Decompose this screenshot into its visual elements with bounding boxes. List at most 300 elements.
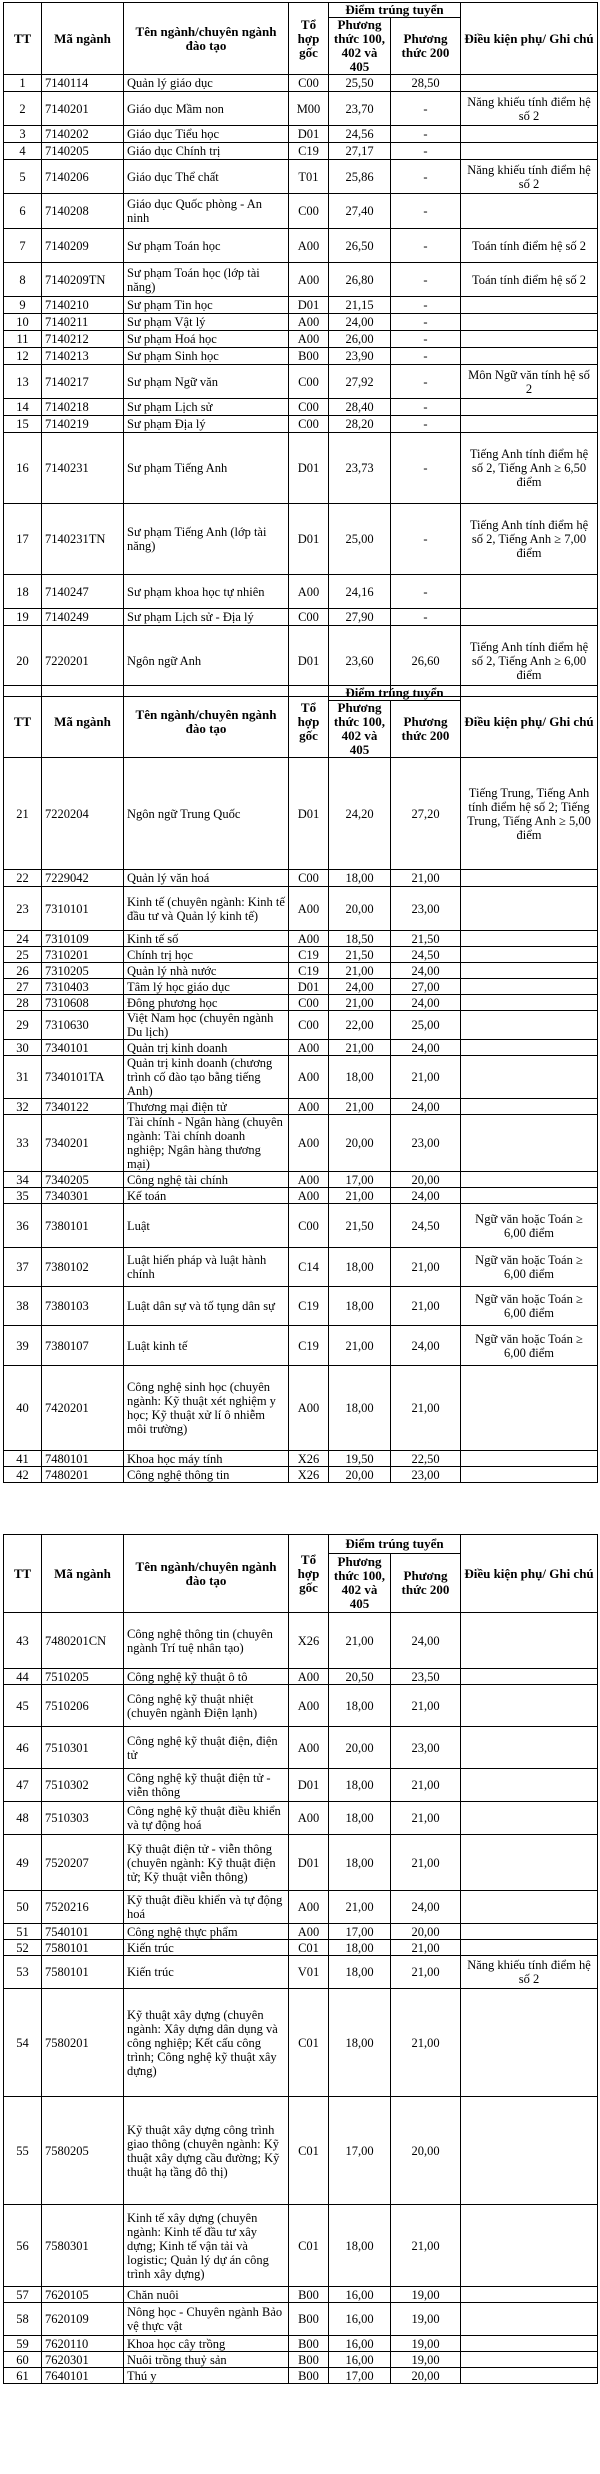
row-number: 40	[4, 1366, 42, 1451]
score-method-200: -	[391, 609, 461, 626]
major-name: Giáo dục Chính trị	[124, 143, 289, 160]
subject-combination: C00	[289, 365, 329, 399]
major-code: 7140201	[42, 92, 124, 126]
subject-combination: B00	[289, 2287, 329, 2303]
major-name: Công nghệ thông tin	[124, 1467, 289, 1483]
subject-combination: A00	[289, 1924, 329, 1940]
table-row	[4, 126, 598, 143]
score-method-100-402-405: 21,00	[329, 1326, 391, 1366]
table-row	[4, 575, 598, 609]
row-number: 60	[4, 2352, 42, 2368]
header-method-200: Phương thức 200	[391, 701, 461, 758]
score-method-100-402-405: 18,00	[329, 2205, 391, 2287]
row-number: 57	[4, 2287, 42, 2303]
score-method-100-402-405: 24,20	[329, 758, 391, 870]
score-method-200: -	[391, 399, 461, 416]
major-code: 7140212	[42, 331, 124, 348]
row-number: 17	[4, 504, 42, 575]
major-name: Sư phạm Ngữ văn	[124, 365, 289, 399]
subject-combination: A00	[289, 1172, 329, 1188]
subject-combination: A00	[289, 1802, 329, 1835]
score-method-100-402-405: 17,00	[329, 1172, 391, 1188]
row-number: 34	[4, 1172, 42, 1188]
score-method-200: 27,20	[391, 758, 461, 870]
table-row	[4, 1115, 598, 1172]
subject-combination: D01	[289, 979, 329, 995]
condition-note	[461, 1891, 598, 1924]
major-name: Công nghệ tài chính	[124, 1172, 289, 1188]
major-name: Luật dân sự và tố tụng dân sự	[124, 1287, 289, 1326]
row-number: 55	[4, 2097, 42, 2205]
row-number: 39	[4, 1326, 42, 1366]
score-method-200: 19,00	[391, 2303, 461, 2336]
major-code: 7310403	[42, 979, 124, 995]
table-row	[4, 931, 598, 947]
condition-note	[461, 931, 598, 947]
score-method-200: 23,00	[391, 1727, 461, 1769]
subject-combination: C00	[289, 870, 329, 887]
table-row	[4, 1056, 598, 1099]
major-name: Công nghệ thực phẩm	[124, 1924, 289, 1940]
table-row	[4, 1940, 598, 1956]
condition-note	[461, 194, 598, 229]
condition-note: Toán tính điểm hệ số 2	[461, 263, 598, 297]
major-name: Sư phạm Vật lý	[124, 314, 289, 331]
major-code: 7140209	[42, 229, 124, 263]
major-name: Kỹ thuật xây dựng công trình giao thông (chuyên ngành: Kỹ thuật xây dựng cầu đường; Kỹ thuật hạ tầng đô thị)	[124, 2097, 289, 2205]
score-method-200: -	[391, 229, 461, 263]
condition-note	[461, 979, 598, 995]
table-row	[4, 947, 598, 963]
score-method-200: -	[391, 126, 461, 143]
major-name: Quản lý văn hoá	[124, 870, 289, 887]
score-method-200: -	[391, 314, 461, 331]
subject-combination: D01	[289, 1835, 329, 1891]
table-row	[4, 1956, 598, 1989]
major-code: 7140206	[42, 160, 124, 194]
score-method-100-402-405: 23,70	[329, 92, 391, 126]
score-method-200: -	[391, 348, 461, 365]
row-number: 31	[4, 1056, 42, 1099]
condition-note	[461, 1769, 598, 1802]
subject-combination: A00	[289, 229, 329, 263]
score-method-200: 21,00	[391, 1366, 461, 1451]
table-row	[4, 1040, 598, 1056]
major-code: 7220204	[42, 758, 124, 870]
subject-combination: A00	[289, 1040, 329, 1056]
table-row	[4, 2205, 598, 2287]
subject-combination: C01	[289, 2097, 329, 2205]
score-method-100-402-405: 21,00	[329, 1099, 391, 1115]
condition-note: Tiếng Anh tính điểm hệ số 2, Tiếng Anh ≥ 6,50 điểm	[461, 433, 598, 504]
header-score-group: Điểm trúng tuyển	[329, 1535, 461, 1554]
row-number: 25	[4, 947, 42, 963]
score-method-200: 21,00	[391, 1056, 461, 1099]
score-method-200: 24,50	[391, 947, 461, 963]
header-note: Điều kiện phụ/ Ghi chú	[461, 3, 598, 75]
condition-note	[461, 2368, 598, 2384]
score-method-100-402-405: 18,00	[329, 1685, 391, 1727]
row-number: 27	[4, 979, 42, 995]
score-method-200: -	[391, 297, 461, 314]
score-method-100-402-405: 18,00	[329, 1769, 391, 1802]
condition-note	[461, 2336, 598, 2352]
subject-combination: C19	[289, 143, 329, 160]
row-number: 14	[4, 399, 42, 416]
header-combo: Tổ hợp gốc	[289, 3, 329, 75]
major-name: Luật	[124, 1204, 289, 1248]
table-row	[4, 263, 598, 297]
subject-combination: D01	[289, 433, 329, 504]
score-method-200: -	[391, 194, 461, 229]
score-method-200: 21,00	[391, 870, 461, 887]
header-tt: TT	[4, 1535, 42, 1613]
table-row	[4, 609, 598, 626]
condition-note	[461, 1451, 598, 1467]
row-number: 58	[4, 2303, 42, 2336]
major-code: 7380101	[42, 1204, 124, 1248]
score-method-200: 22,50	[391, 1451, 461, 1467]
subject-combination: A00	[289, 1099, 329, 1115]
condition-note: Năng khiếu tính điểm hệ số 2	[461, 1956, 598, 1989]
score-method-200: 27,00	[391, 979, 461, 995]
major-code: 7420201	[42, 1366, 124, 1451]
header-method-200: Phương thức 200	[391, 1554, 461, 1613]
condition-note	[461, 2352, 598, 2368]
condition-note	[461, 2303, 598, 2336]
condition-note	[461, 870, 598, 887]
major-name: Nông học - Chuyên ngành Bảo vệ thực vật	[124, 2303, 289, 2336]
table-row	[4, 1011, 598, 1040]
major-name: Kỹ thuật điều khiển và tự động hoá	[124, 1891, 289, 1924]
subject-combination: D01	[289, 297, 329, 314]
table-row	[4, 1172, 598, 1188]
major-name: Tài chính - Ngân hàng (chuyên ngành: Tài chính doanh nghiệp; Ngân hàng thương mại)	[124, 1115, 289, 1172]
condition-note: Ngữ văn hoặc Toán ≥ 6,00 điểm	[461, 1287, 598, 1326]
row-number: 8	[4, 263, 42, 297]
score-method-200: 24,00	[391, 963, 461, 979]
subject-combination: C00	[289, 416, 329, 433]
major-name: Kỹ thuật điện tử - viễn thông (chuyên ngành: Kỹ thuật điện tử; Kỹ thuật viễn thông)	[124, 1835, 289, 1891]
major-code: 7140114	[42, 75, 124, 92]
score-method-100-402-405: 16,00	[329, 2336, 391, 2352]
table-row	[4, 504, 598, 575]
score-method-200: 26,60	[391, 626, 461, 697]
major-code: 7510302	[42, 1769, 124, 1802]
row-number: 13	[4, 365, 42, 399]
table-row	[4, 1451, 598, 1467]
score-method-100-402-405: 18,00	[329, 1989, 391, 2097]
header-method-200: Phương thức 200	[391, 18, 461, 75]
major-name: Giáo dục Thể chất	[124, 160, 289, 194]
row-number: 19	[4, 609, 42, 626]
condition-note	[461, 1940, 598, 1956]
major-name: Quản trị kinh doanh	[124, 1040, 289, 1056]
condition-note: Môn Ngữ văn tính hệ số 2	[461, 365, 598, 399]
score-method-100-402-405: 23,73	[329, 433, 391, 504]
major-name: Nuôi trồng thuỷ sản	[124, 2352, 289, 2368]
table-row	[4, 229, 598, 263]
row-number: 51	[4, 1924, 42, 1940]
score-method-100-402-405: 18,00	[329, 1802, 391, 1835]
row-number: 35	[4, 1188, 42, 1204]
major-name: Giáo dục Mầm non	[124, 92, 289, 126]
score-method-100-402-405: 21,00	[329, 995, 391, 1011]
score-method-100-402-405: 27,90	[329, 609, 391, 626]
condition-note	[461, 2097, 598, 2205]
condition-note	[461, 348, 598, 365]
condition-note	[461, 1188, 598, 1204]
subject-combination: A00	[289, 331, 329, 348]
header-name: Tên ngành/chuyên ngành đào tạo	[124, 3, 289, 75]
score-method-100-402-405: 18,00	[329, 1940, 391, 1956]
major-code: 7620105	[42, 2287, 124, 2303]
major-code: 7580301	[42, 2205, 124, 2287]
row-number: 59	[4, 2336, 42, 2352]
subject-combination: C14	[289, 1248, 329, 1287]
table-row	[4, 1669, 598, 1685]
condition-note	[461, 143, 598, 160]
score-method-100-402-405: 24,00	[329, 979, 391, 995]
condition-note	[461, 963, 598, 979]
table-row	[4, 1287, 598, 1326]
subject-combination: B00	[289, 2368, 329, 2384]
score-method-200: 23,00	[391, 1115, 461, 1172]
condition-note	[461, 1835, 598, 1891]
score-method-100-402-405: 16,00	[329, 2352, 391, 2368]
condition-note	[461, 2205, 598, 2287]
subject-combination: M00	[289, 92, 329, 126]
subject-combination: C19	[289, 1326, 329, 1366]
score-method-200: 23,50	[391, 1669, 461, 1685]
score-method-100-402-405: 26,80	[329, 263, 391, 297]
major-code: 7140247	[42, 575, 124, 609]
subject-combination: X26	[289, 1467, 329, 1483]
header-method-100-402-405: Phương thức 100, 402 và 405	[329, 701, 391, 758]
subject-combination: A00	[289, 1891, 329, 1924]
major-name: Khoa học máy tính	[124, 1451, 289, 1467]
table-row	[4, 2287, 598, 2303]
condition-note	[461, 416, 598, 433]
subject-combination: C00	[289, 75, 329, 92]
condition-note: Tiếng Trung, Tiếng Anh tính điểm hệ số 2; Tiếng Trung, Tiếng Anh ≥ 5,00 điểm	[461, 758, 598, 870]
major-name: Tâm lý học giáo dục	[124, 979, 289, 995]
table-row	[4, 399, 598, 416]
major-name: Sư phạm Toán học (lớp tài năng)	[124, 263, 289, 297]
table-row	[4, 2336, 598, 2352]
subject-combination: A00	[289, 1366, 329, 1451]
subject-combination: C00	[289, 1011, 329, 1040]
condition-note	[461, 331, 598, 348]
subject-combination: A00	[289, 263, 329, 297]
score-method-200: 20,00	[391, 1172, 461, 1188]
score-method-100-402-405: 21,50	[329, 1204, 391, 1248]
condition-note	[461, 1685, 598, 1727]
condition-note	[461, 1366, 598, 1451]
major-code: 7620109	[42, 2303, 124, 2336]
major-code: 7620301	[42, 2352, 124, 2368]
condition-note: Năng khiếu tính điểm hệ số 2	[461, 160, 598, 194]
table-row	[4, 433, 598, 504]
major-code: 7380103	[42, 1287, 124, 1326]
subject-combination: A00	[289, 931, 329, 947]
major-name: Kiến trúc	[124, 1956, 289, 1989]
condition-note	[461, 314, 598, 331]
major-name: Luật hiến pháp và luật hành chính	[124, 1248, 289, 1287]
header-combo: Tổ hợp gốc	[289, 1535, 329, 1613]
score-method-200: -	[391, 92, 461, 126]
score-method-200: 19,00	[391, 2336, 461, 2352]
score-method-100-402-405: 20,00	[329, 1115, 391, 1172]
score-method-200: 23,00	[391, 887, 461, 931]
score-method-100-402-405: 16,00	[329, 2303, 391, 2336]
major-code: 7340301	[42, 1188, 124, 1204]
condition-note	[461, 126, 598, 143]
row-number: 37	[4, 1248, 42, 1287]
row-number: 29	[4, 1011, 42, 1040]
table-row	[4, 1835, 598, 1891]
condition-note	[461, 1056, 598, 1099]
subject-combination: C00	[289, 609, 329, 626]
major-code: 7140249	[42, 609, 124, 626]
row-number: 12	[4, 348, 42, 365]
row-number: 41	[4, 1451, 42, 1467]
score-method-100-402-405: 27,92	[329, 365, 391, 399]
table-row	[4, 963, 598, 979]
table-row	[4, 2303, 598, 2336]
major-code: 7229042	[42, 870, 124, 887]
row-number: 45	[4, 1685, 42, 1727]
major-name: Giáo dục Tiểu học	[124, 126, 289, 143]
major-code: 7140208	[42, 194, 124, 229]
score-method-100-402-405: 28,20	[329, 416, 391, 433]
table-row	[4, 1613, 598, 1669]
table-row	[4, 995, 598, 1011]
condition-note	[461, 575, 598, 609]
table-row	[4, 1769, 598, 1802]
score-method-100-402-405: 21,50	[329, 947, 391, 963]
subject-combination: D01	[289, 1769, 329, 1802]
table-row	[4, 1924, 598, 1940]
subject-combination: A00	[289, 1115, 329, 1172]
score-method-100-402-405: 18,00	[329, 1956, 391, 1989]
score-method-200: 21,00	[391, 2205, 461, 2287]
major-code: 7380102	[42, 1248, 124, 1287]
score-method-200: 25,00	[391, 1011, 461, 1040]
row-number: 42	[4, 1467, 42, 1483]
subject-combination: T01	[289, 160, 329, 194]
subject-combination: D01	[289, 126, 329, 143]
row-number: 23	[4, 887, 42, 931]
major-name: Đông phương học	[124, 995, 289, 1011]
table-row	[4, 979, 598, 995]
header-code: Mã ngành	[42, 1535, 124, 1613]
score-method-100-402-405: 24,16	[329, 575, 391, 609]
major-code: 7140213	[42, 348, 124, 365]
major-code: 7580205	[42, 2097, 124, 2205]
score-table-section-1	[3, 2, 598, 697]
score-method-100-402-405: 23,60	[329, 626, 391, 697]
major-name: Kỹ thuật xây dựng (chuyên ngành: Xây dựng dân dụng và công nghiệp; Kết cấu công trình; Công nghệ kỹ thuật xây dựng)	[124, 1989, 289, 2097]
major-name: Thương mại điện tử	[124, 1099, 289, 1115]
subject-combination: C01	[289, 2205, 329, 2287]
major-code: 7510303	[42, 1802, 124, 1835]
subject-combination: A00	[289, 887, 329, 931]
row-number: 21	[4, 758, 42, 870]
score-method-100-402-405: 21,00	[329, 1613, 391, 1669]
score-method-100-402-405: 28,40	[329, 399, 391, 416]
condition-note	[461, 1613, 598, 1669]
score-method-100-402-405: 20,00	[329, 887, 391, 931]
header-code: Mã ngành	[42, 686, 124, 758]
score-method-100-402-405: 25,86	[329, 160, 391, 194]
score-method-200: 20,00	[391, 2097, 461, 2205]
row-number: 49	[4, 1835, 42, 1891]
score-method-100-402-405: 27,40	[329, 194, 391, 229]
table-row	[4, 2097, 598, 2205]
score-method-100-402-405: 26,00	[329, 331, 391, 348]
score-method-200: 20,00	[391, 1924, 461, 1940]
subject-combination: X26	[289, 1451, 329, 1467]
score-method-100-402-405: 20,00	[329, 1727, 391, 1769]
table-row	[4, 1989, 598, 2097]
score-method-100-402-405: 18,00	[329, 1248, 391, 1287]
table-row	[4, 1188, 598, 1204]
major-name: Chính trị học	[124, 947, 289, 963]
table-row	[4, 416, 598, 433]
major-code: 7340101	[42, 1040, 124, 1056]
major-name: Công nghệ kỹ thuật điện, điện tử	[124, 1727, 289, 1769]
row-number: 24	[4, 931, 42, 947]
major-code: 7140210	[42, 297, 124, 314]
subject-combination: B00	[289, 2303, 329, 2336]
subject-combination: D01	[289, 758, 329, 870]
major-code: 7140211	[42, 314, 124, 331]
subject-combination: C01	[289, 1989, 329, 2097]
condition-note	[461, 1989, 598, 2097]
subject-combination: C00	[289, 1204, 329, 1248]
major-name: Quản lý giáo dục	[124, 75, 289, 92]
row-number: 9	[4, 297, 42, 314]
table-row	[4, 1248, 598, 1287]
condition-note	[461, 399, 598, 416]
subject-combination: A00	[289, 1669, 329, 1685]
major-name: Sư phạm Lịch sử - Địa lý	[124, 609, 289, 626]
row-number: 22	[4, 870, 42, 887]
row-number: 56	[4, 2205, 42, 2287]
major-code: 7310630	[42, 1011, 124, 1040]
subject-combination: D01	[289, 626, 329, 697]
major-name: Sư phạm khoa học tự nhiên	[124, 575, 289, 609]
table-row	[4, 1891, 598, 1924]
major-code: 7140231	[42, 433, 124, 504]
major-name: Sư phạm Hoá học	[124, 331, 289, 348]
condition-note	[461, 1011, 598, 1040]
score-method-100-402-405: 21,00	[329, 1891, 391, 1924]
subject-combination: C19	[289, 963, 329, 979]
score-method-100-402-405: 26,50	[329, 229, 391, 263]
score-method-200: 21,00	[391, 1769, 461, 1802]
major-code: 7480201	[42, 1467, 124, 1483]
score-method-200: -	[391, 160, 461, 194]
header-name: Tên ngành/chuyên ngành đào tạo	[124, 686, 289, 758]
major-code: 7140231TN	[42, 504, 124, 575]
score-method-100-402-405: 18,00	[329, 1366, 391, 1451]
row-number: 7	[4, 229, 42, 263]
table-row	[4, 1467, 598, 1483]
major-code: 7140219	[42, 416, 124, 433]
subject-combination: A00	[289, 1727, 329, 1769]
